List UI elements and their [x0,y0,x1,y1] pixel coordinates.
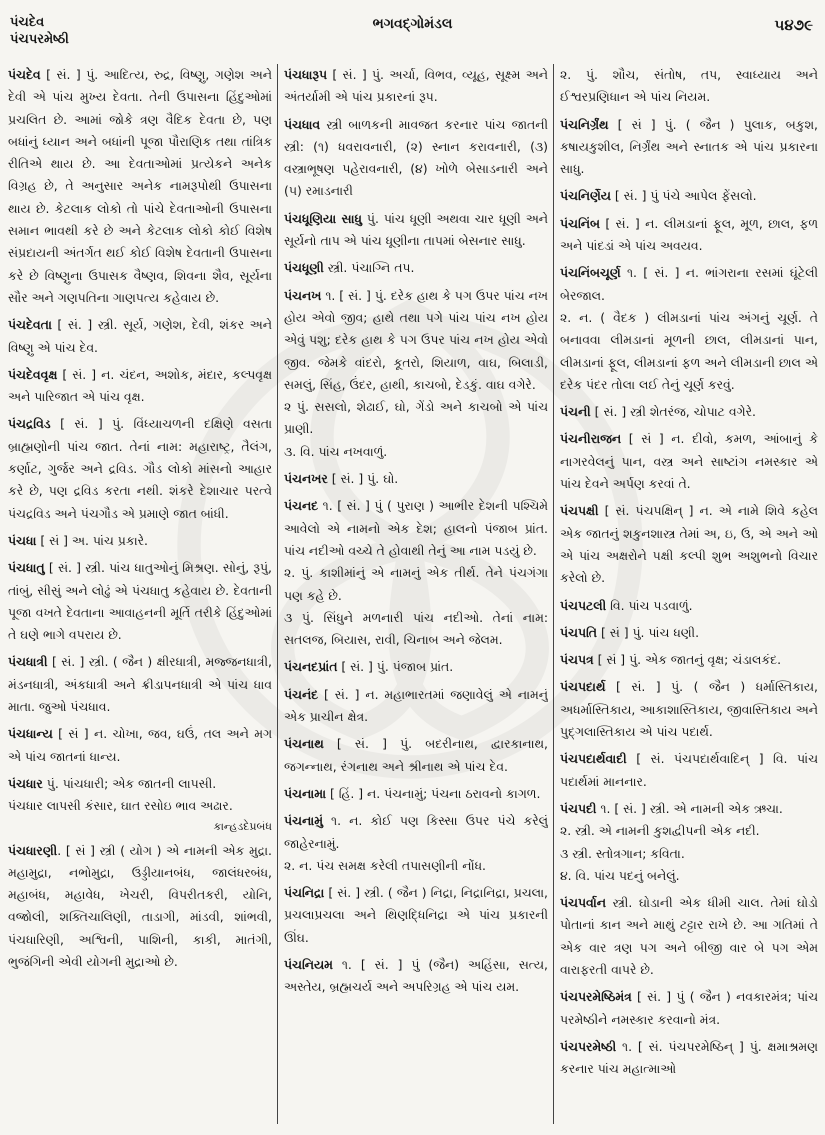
entry-definition: [ હિં. ] ન. પંચનામું; પંચના ઠરાવનો કાગળ. [326,785,541,801]
dictionary-entry [284,882,548,949]
entry-headword: પંચની [560,404,591,420]
dictionary-entry [8,364,272,409]
entry-headword: પંચધાતુ [8,560,45,576]
entry-definition: પું. પાંચધારી; એક જાતની લાપસી. [42,775,217,791]
dictionary-entry [8,773,272,818]
column-1 [8,64,272,1126]
dictionary-entry [560,676,818,743]
dictionary-entry [284,783,548,805]
entry-definition: [ સં ] પું. ( જૈન ) પુલાક, બકુશ, કષાયકુશીલ, નિર્ગ્રંથ અને સ્નાતક એ પાંચ પ્રકારના સાધુ. [560,116,818,177]
entry-headword: પંચનાથ [284,736,324,752]
entry-definition: [ સં ] ન. ચોખા, જવ, ઘઉં, તલ અને મગ એ પાંચ જાતનાં ધાન્ય. [8,726,272,764]
column-divider [277,64,278,1124]
entry-subsense: ૨. ન. ( વૈદક ) લીમડાનાં પાંચ અંગનું ચૂર્ણ. તે બનાવવા લીમડાનાં મૂળની છાલ, લીમડાનાં પાન, લીમડાનાં ફૂલ, લીમડાનાં ફળ અને લીમડાની છાલ એ દરેક પંદર તોલા લઈ તેનું ચૂર્ણ કરવું. [560,309,818,392]
dictionary-entry [560,622,818,644]
dictionary-entry [8,64,272,309]
entry-definition: [ સં. ] સ્ત્રી. સૂર્ય, ગણેશ, દેવી, શંકર અને વિષ્ણુ એ પાંચ દેવ. [8,317,272,355]
dictionary-entry [560,64,818,109]
entry-definition: ૧. [ સં. પંચપરમેષ્ઠિન્ ] પું. ક્ષમાશ્રમણ કરનાર પાંચ મહાત્માઓ [560,1038,818,1077]
entry-definition: [ સં. ] સ્ત્રી. ( જૈન ) નિદ્રા, નિદ્રાનિદ્રા, પ્રચલા, પ્રચલાપ્રચલા અને થિણદ્ધિનિદ્રા એ પાંચ પ્રકારની ઊંઘ. [284,885,548,945]
entry-headword: પંચપદી [560,800,597,816]
entry-headword: પંચધાવ [284,116,321,132]
entry-definition: [ સં. ] સ્ત્રી શેતરંજ, ચોપાટ વગેરે. [590,404,756,420]
entry-definition: . [ સં ] સ્ત્રી ( યોગ ) એ નામની એક મુદ્રા. મહામુદ્રા, નભોમુદ્રા, ઉડ્ડીયાનબંધ, જાલંધરબંધ, મહાબંધ, મહાવેધ, ખેચરી, વિપરીતકરી, યોનિ, વજ્રોલી, શક્તિચાલિણી, તાડાગી, માંડવી, શાંભવી, પંચધારિણી, અશ્વિની, પાશિની, કાકી, માતંગી, ભુજંગિની એવી યોગની મુદ્રાઓ છે. [8,842,272,969]
entry-subsense: ૩. વિ. પાંચ નખવાળું. [284,443,388,459]
entry-definition: ૨. પું. શૌચ, સંતોષ, તપ, સ્વાધ્યાય અને ઈશ્વરપ્રણિધાન એ પાંચ નિયમ. [560,67,818,105]
entry-subsense: ૨ પું. સસલો, શેઢાઈ, ઘો, ગેંડો અને કાચબો એ પાંચ પ્રાણી. [284,399,548,437]
entry-definition: [ સં. ] ન. ચંદન, અશોક, મંદાર, કલ્પવૃક્ષ અને પારિજાત એ પાંચ વૃક્ષ. [8,366,272,405]
dictionary-entry [8,314,272,359]
column-divider [553,64,554,1124]
entry-definition: [ સં ] પું. પાંચ ધણી. [597,624,700,640]
dictionary-title: ભગવદ્ગોમંડલ [372,16,453,32]
dictionary-entry [284,495,548,651]
entry-headword: પંચદેવવૃક્ષ [8,366,58,382]
entry-definition: [ સં. પંચપક્ષિન્ ] ન. એ નામે શિવે કહેલ એક જાતનું શકુનશાસ્ત્ર તેમાં અ, ઇ, ઉ, એ અને ઓ એ પાંચ અક્ષરોને પક્ષી કલ્પી શુભ અશુભનો વિચાર કરેલો છે. [560,503,818,586]
entry-headword: પંચધાન્ય [8,726,53,742]
citation-source: કાન્હડદેપ્રબંધ [213,819,272,833]
entry-definition: સ્ત્રી. પંચાગ્નિ તપ. [323,260,415,276]
entry-headword: પંચધારૂપ [284,67,328,82]
dictionary-entry [560,500,818,589]
entry-headword: પંચદ્રવિડ [8,416,51,432]
entry-headword: પંચપક્ષી [560,503,599,519]
entry-headword: પંચનામું [284,813,323,829]
first-headword: પંચદેવ [10,15,45,30]
dictionary-entry [284,285,548,463]
entry-headword: પંચધાત્રી [8,654,48,670]
dictionary-entry [560,114,818,181]
entry-headword: પંચપરમેષ્ઠિમંત્ર [560,989,632,1005]
entry-headword: પંચનદ [284,498,319,514]
entry-headword: પંચનિંબચૂર્ણ [560,265,621,281]
entry-definition: [ સં. ] પું. ઘો. [327,471,399,487]
entry-definition: [ સં. ] પું. અર્ચા, વિભવ, વ્યૂહ, સૂક્ષ્મ અને અંતર્યામી એ પાંચ પ્રકારનાં રૂપ. [284,67,548,105]
entry-definition: સ્ત્રી બાળકની માવજત કરનાર પાંચ જાતની સ્ત્રી: (૧) ધવરાવનારી, (૨) સ્નાન કરાવનારી, (૩) વસ્ત્રાભૂષણ પહેરાવનારી, (૪) ખોળે બેસાડનારી અને (૫) રમાડનારી [284,116,548,199]
column-2 [284,64,548,1126]
dictionary-entry [560,185,818,207]
dictionary-entry [284,656,548,678]
dictionary-entry [560,595,818,617]
dictionary-entry [560,892,818,981]
entry-headword: પંચધૂણી [284,260,324,276]
entry-definition: [ સં. ] પું. પંજાબ પ્રાંત. [337,659,454,675]
entry-definition: [ સં. ] પું. વિંધ્યાચળની દક્ષિણે વસતા બ્રાહ્મણોની પાંચ જાત. તેનાં નામ: મહારાષ્ટ્ર, તૈલંગ, કર્ણાટ, ગુર્જર અને દ્રવિડ. ગૌડ લોકો માંસનો આહાર કરે છે, પણ દ્રવિડ કરતા નથી. શંકરે દેશાચાર પરત્વે પંચદ્રવિડ અને પંચગૌડ એ પ્રમાણે જાત બાંધી. [8,416,272,521]
dictionary-entry [284,257,548,279]
entry-headword: પંચધારણી [8,842,58,858]
entry-definition: સ્ત્રી. ઘોડાની એક ધીમી ચાલ. તેમાં ઘોડો પોતાનાં કાન અને માથું ટટ્ટાર રાખે છે. આ ગતિમાં તે એક વાર ત્રણ પગ અને બીજી વાર બે પગ એમ વારાફરતી વાપરે છે. [560,895,818,977]
dictionary-entry [8,413,272,524]
entry-headword: પંચદેવ [8,67,41,82]
dictionary-entry [8,840,272,974]
entry-headword: પંચપરમેષ્ઠી [560,1038,617,1054]
entry-subsense: ૩ સ્ત્રી. સ્તોત્રગાન; કવિતા. [560,845,685,861]
entry-subsense: ૪. વિ. પાંચ પદનું બનેલું. [560,867,680,883]
entry-definition: ૧. [ સં. ] પું. દરેક હાથ કે પગ ઉપર પાંચ નખ હોય એવો જીવ; હાથે તથા પગે પાંચ પાંચ નખ હોય એવું પશુ; દરેક હાથ કે પગ ઉપર પાંચ નખ હોય એવો જીવ. જેમકે વાંદરો, કૂતરો, શિયાળ, વાઘ, બિલાડી, સમલું, સિંહ, ઉંદર, હાથી, કાચબો, દેડકું. વાઘ વગેરે. [284,287,548,392]
entry-definition: ૧. [ સં. ] પું ( પુરાણ ) આભીર દેશની પશ્ચિમે આવેલો એ નામનો એક દેશ; હાલનો પંજાબ પ્રાંત. પાંચ નદીઓ વચ્ચે તે હોવાથી તેનું આ નામ પડયું છે. [284,498,548,558]
entry-definition: [ સં. ] પું. બદરીનાથ, દ્વારકાનાથ, જગન્નાથ, રંગનાથ અને શ્રીનાથ એ પાંચ દેવ. [284,736,548,774]
dictionary-entry [284,954,548,999]
entry-definition: [ સં. ] પું. આદિત્ય, રુદ્ર, વિષ્ણુ, ગણેશ અને દેવી એ પાંચ મુખ્ય દેવતા. તેની ઉપાસના હિંદુઓમાં પ્રચલિત છે. આમાં જોકે ત્રણ વૈદિક દેવતા છે, પણ બધાંનું ધ્યાન અને બધાંની પૂજા પૌરાણિક તથા તાંત્રિક રીતિએ થાય છે. આ દેવતાઓમાં પ્રત્યેકને અનેક વિગ્રહ છે, તે અનુસાર અનેક નામરૂપોથી ઉપાસના થાય છે. કેટલાક લોકો તો પાંચે દેવતાઓની ઉપાસના સમાન ભાવથી કરે છે અને કેટલાક લોકો કોઈ વિશેષ સંપ્રદાયની અંતર્ગત થઈ કોઈ વિશેષ દેવતાની ઉપાસના કરે છે વિષ્ણુના ઉપાસક વૈષ્ણવ, શિવના શૈવ, સૂર્યના સૌર અને ગણપતિના ગાણપત્ય કહેવાય છે. [8,67,272,305]
dictionary-entry [8,530,272,552]
dictionary-entry [8,723,272,768]
entry-subsense: ૨. સ્ત્રી. એ નામની કુશદ્વીપની એક નદી. [560,823,760,839]
dictionary-entry [560,986,818,1031]
dictionary-entry [560,213,818,258]
dictionary-entry [8,557,272,646]
entry-definition: પું. પાંચ ધૂણી અથવા ચાર ધૂણી અને સૂર્યનો તાપ એ પાંચ ધૂણીના તાપમાં બેસનાર સાધુ. [284,210,548,249]
entry-headword: પંચનખ [284,287,322,303]
dictionary-entry [560,401,818,423]
dictionary-entry [560,748,818,793]
entry-headword: પંચપર્વાન [560,895,606,911]
entry-definition: [ સં. પંચપદાર્થવાદિન્ ] વિ. પાંચ પદાર્થમાં માનનાર. [560,751,818,789]
entry-definition: [ સં. ] પું. ( જૈન ) ધર્માસ્તિકાય, અધર્માસ્તિકાય, આકાશાસ્તિકાય, જીવાસ્તિકાય અને પુદ્ગલાસ્તિકાય એ પાંચ પદાર્થ. [560,679,818,740]
dictionary-entry [284,208,548,253]
dictionary-entry [560,1036,818,1081]
entry-definition: [ સં. ] સ્ત્રી. ( જૈન ) ક્ષીરધાત્રી, મજ્જનધાત્રી, મંડનધાત્રી, અંકધાત્રી અને ક્રીડાપનધાત્રી એ પાંચ ધાવ માતા. જુઓ પંચધાવ. [8,654,272,715]
entry-headword: પંચધા [8,532,37,548]
page-number: ૫૪૭૯ [774,16,813,34]
entry-definition: [ સં. ] પું ( જૈન ) નવકારમંત્ર; પાંચ પરમેષ્ઠીને નમસ્કાર કરવાનો મંત્ર. [560,989,818,1027]
entry-headword: પંચનામા [284,785,327,801]
entry-definition: ૧. [ સં. ] સ્ત્રી. એ નામની એક ઋચા. [596,800,783,816]
entry-definition: [ સં. ] પું પંચે આપેલ ફેંસલો. [610,188,757,204]
entry-headword: પંચનંદ [284,686,319,702]
entry-definition: [ સં. ] ન. મહાભારતમાં જણાવેલું એ નામનું એક પ્રાચીન ક્ષેત્ર. [284,686,548,725]
dictionary-entry [560,262,818,396]
entry-headword: પંચપતિ [560,624,598,640]
entry-definition: [ સં. ] ન. લીમડાનાં ફૂલ, મૂળ, છાલ, ફળ અને પાંદડાં એ પાંચ અવયવ. [560,215,818,254]
entry-definition: [ સં ] પું. એક જાતનું વૃક્ષ; ચંડાલકંદ. [593,652,782,668]
last-headword: પંચપરમેષ્ઠી [10,32,69,47]
dictionary-entry [560,798,818,887]
entry-subsense: ૨. પું. કાશીમાંનું એ નામનું એક તીર્થ. તેને પંચગંગા પણ કહે છે. [284,565,548,603]
entry-definition: ૧. [ સં. ] પું (જૈન) અહિંસા, સત્ય, અસ્તેય, બ્રહ્મચર્ય અને અપરિગ્રહ એ પાંચ યમ. [284,956,548,995]
column-3 [560,64,818,1126]
entry-definition: [ સં ] અ. પાંચ પ્રકારે. [36,532,148,548]
dictionary-entry [284,684,548,729]
entry-headword: પંચપટલી [560,597,607,613]
dictionary-entry [560,428,818,495]
dictionary-entry [284,64,548,109]
entry-definition: વિ. પાંચ પડવાળું. [606,597,693,613]
entry-headword: પંચધૂણિયા સાધુ [284,210,362,226]
entry-headword: પંચપદાર્થ [560,679,606,695]
entry-headword: પંચનિંબ [560,215,600,231]
entry-headword: પંચનિયમ [284,956,333,972]
dictionary-entry [8,651,272,718]
dictionary-entry [284,468,548,490]
dictionary-entry [284,810,548,877]
entry-headword: પંચપદાર્થવાદી [560,751,627,767]
entry-headword: પંચદેવતા [8,317,52,333]
entry-headword: પંચધાર [8,775,43,791]
entry-subsense: પંચધાર લાપસી કંસાર, ઘાત રસોઇ ભાવ અઢાર. [8,798,233,814]
dictionary-entry [560,649,818,671]
entry-definition: ૧. ન. કોઈ પણ કિસ્સા ઉપર પંચે કરેલું જાહેરનામું. [284,813,548,851]
entry-headword: પંચનિર્ણેય [560,188,611,204]
entry-definition: [ સં. ] સ્ત્રી. પાંચ ધાતુઓનું મિશ્રણ. સોનું, રૂપું, તાંબું, સીસું અને લોઢું એ પંચધાતુ કહેવાય છે. દેવતાની પૂજા વખતે દેવતાના આવાહનની મૂર્તિ તરીકે હિંદુઓમાં તે ઘણે ભાગે વપરાય છે. [8,560,272,643]
entry-definition: [ સં ] ન. દીવો, કમળ, આંબાનું કે નાગરવેલનું પાન, વસ્ત્ર અને સાષ્ટાંગ નમસ્કાર એ પાંચ દેવને અર્પણ કરવાં તે. [560,431,818,492]
entry-subsense: ૩ પું. સિંધુને મળનારી પાંચ નદીઓ. તેનાં નામ: સતલજ, બિયાસ, રાવી, ચિનાબ અને જેલમ. [284,609,548,648]
entry-headword: પંચપત્ર [560,652,594,668]
entry-headword: પંચનિર્ગ્રંથ [560,116,609,132]
entry-headword: પંચનિદ્રા [284,885,325,901]
dictionary-entry [284,733,548,778]
entry-definition: ૧. [ સં. ] ન. ભાંગરાના રસમાં ઘૂંટેલી બેરજાલ. [560,265,818,303]
entry-headword: પંચનીરાજન [560,431,622,447]
page-header [0,0,825,60]
entry-headword: પંચનદપ્રાંત [284,659,338,675]
dictionary-entry [284,114,548,203]
entry-headword: પંચનખર [284,471,328,487]
entry-subsense: ૨. ન. પંચ સમક્ષ કરેલી તપાસણીની નોંધ. [284,857,486,873]
